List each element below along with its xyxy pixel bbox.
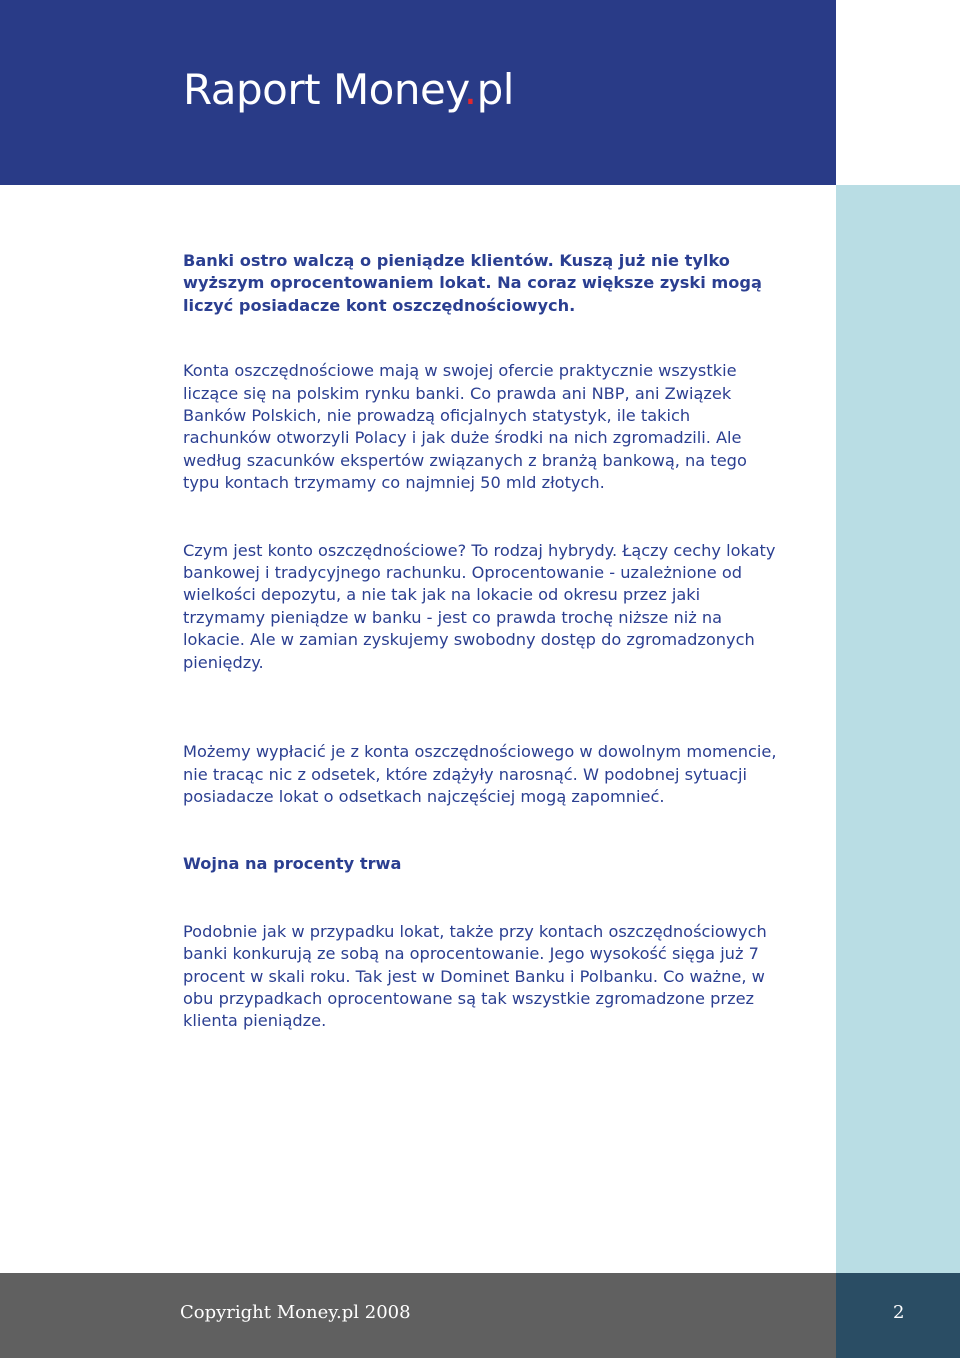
footer-bar	[0, 1273, 836, 1358]
copyright-text: Copyright Money.pl 2008	[180, 1302, 411, 1323]
brand-logo	[183, 62, 514, 118]
side-bar	[836, 185, 960, 1273]
page-number: 2	[893, 1302, 905, 1323]
brand-name: Raport Money	[183, 65, 464, 114]
article-paragraph: Możemy wypłacić je z konta oszczędnościowego w dowolnym momencie, nie tracąc nic z odsetek, które zdążyły narosnąć. W podobnej sytuacji posiadacze lokat o odsetkach najczęściej mogą zapomnieć.	[183, 742, 777, 806]
article-lead: Banki ostro walczą o pieniądze klientów. Kuszą już nie tylko wyższym oprocentowaniem lokat. Na coraz większe zyski mogą liczyć posiadacze kont oszczędnościowych.	[183, 251, 762, 315]
header-banner	[0, 0, 836, 185]
article-body	[183, 250, 783, 1033]
article-subheading: Wojna na procenty trwa	[183, 854, 402, 874]
article-paragraph: Podobnie jak w przypadku lokat, także przy kontach oszczędnościowych banki konkurują ze sobą na oprocentowanie. Jego wysokość sięga już 7 procent w skali roku. Tak jest w Dominet Banku i Polbanku. Co ważne, w obu przypadkach oprocentowane są tak wszystkie zgromadzone przez klienta pieniądze.	[183, 921, 767, 1031]
article-paragraph: Konta oszczędnościowe mają w swojej ofercie praktycznie wszystkie liczące się na polskim rynku banki. Co prawda ani NBP, ani Związek Banków Polskich, nie prowadzą oficjalnych statystyk, ile takich rachunków otworzyli Polacy i jak duże środki na nich zgromadzili. Ale według szacunków ekspertów związanych z branżą bankową, na tego typu kontach trzymamy co najmniej 50 mld złotych.	[183, 361, 747, 493]
brand-tld: pl	[476, 65, 514, 114]
top-right-corner	[836, 0, 960, 185]
brand-dot: .	[463, 65, 477, 114]
article-paragraph: Czym jest konto oszczędnościowe? To rodzaj hybrydy. Łączy cechy lokaty bankowej i tradycyjnego rachunku. Oprocentowanie - uzależnione od wielkości depozytu, a nie tak jak na lokacie od okresu przez jaki trzymamy pieniądze w banku - jest co prawda trochę niższe niż na lokacie. Ale w zamian zyskujemy swobodny dostęp do zgromadzonych pieniędzy.	[183, 540, 776, 672]
